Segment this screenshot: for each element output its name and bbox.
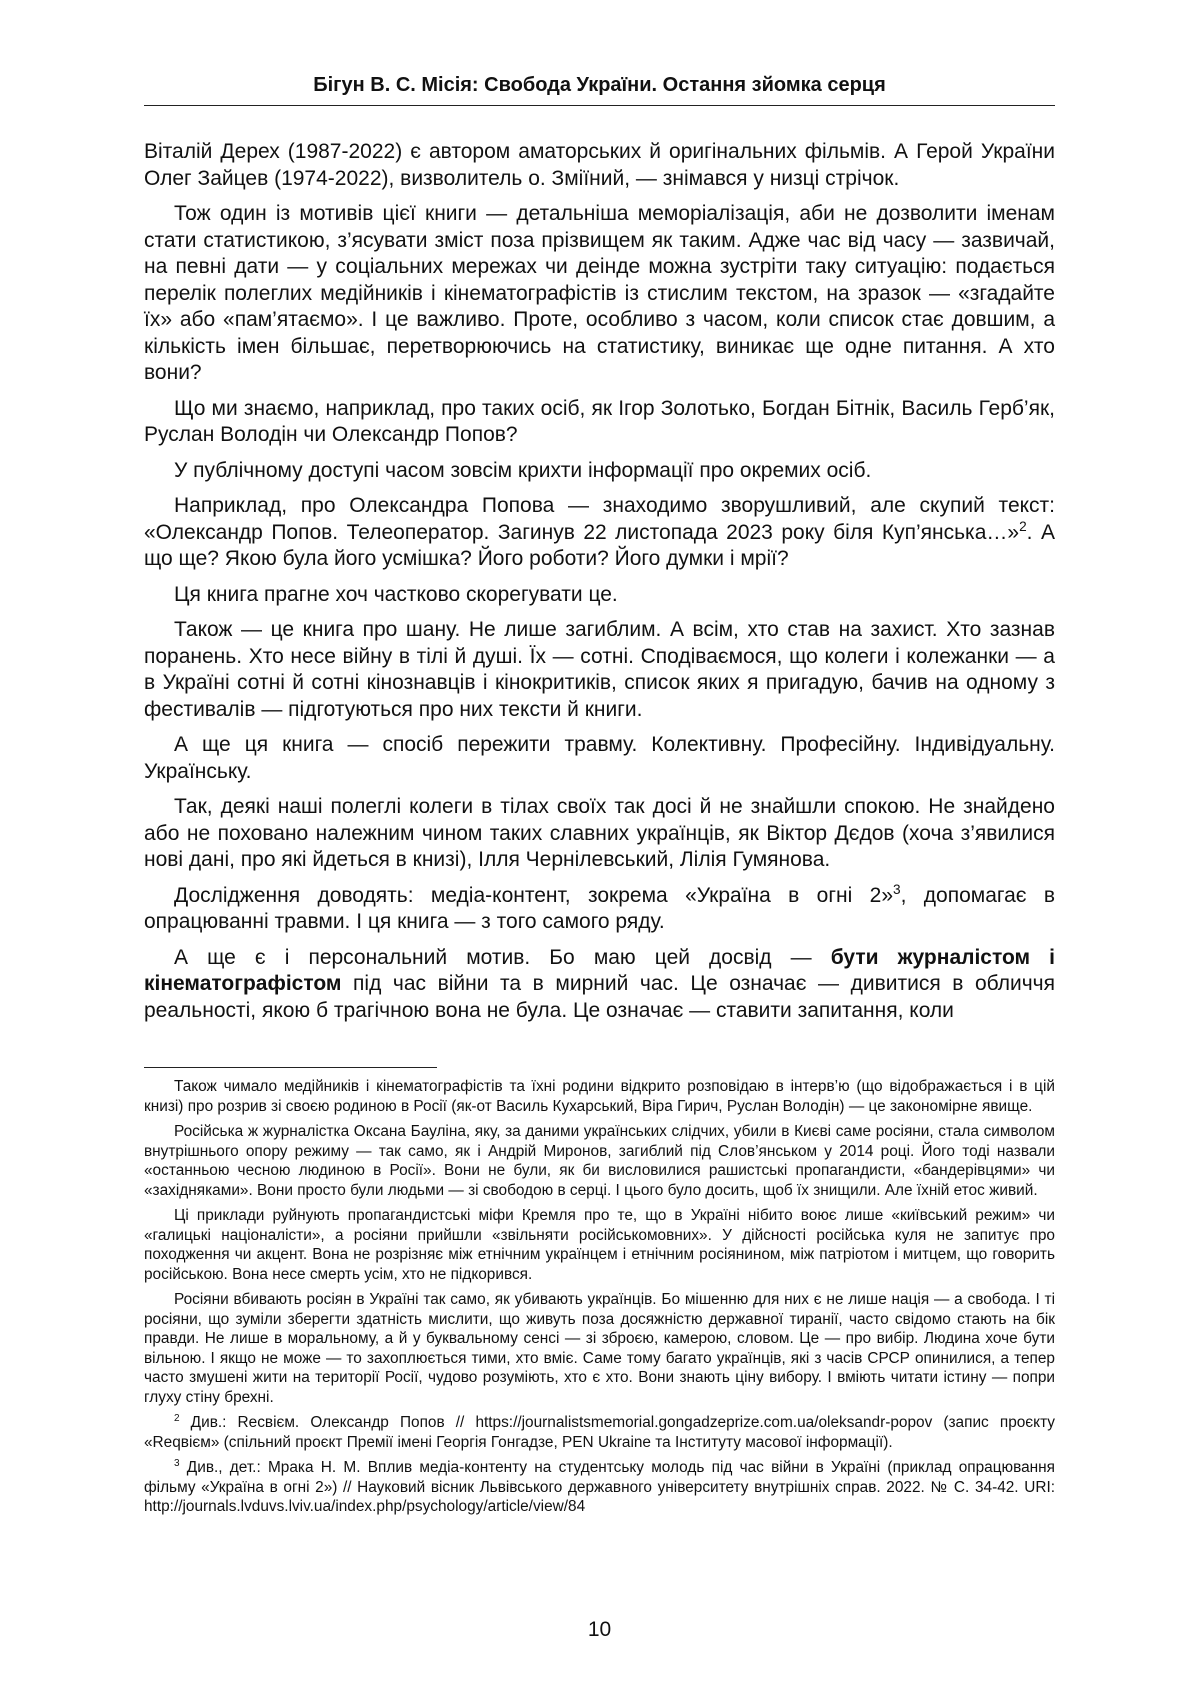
paragraph-2: Тож один із мотивів цієї книги — детальніша меморіалізація, аби не дозволити іменам стати статистикою, з’ясувати зміст поза прізвищем як таким. Адже час від часу — зазвичай, на певні дати — у соціальних мережах чи деінде можна зустріти таку ситуацію: подається перелік полеглих медійників і кінематографістів із стислим текстом, на зразок — «згадайте їх» або «пам’ятаємо». І це важливо. Проте, особливо з часом, коли список стає довшим, а кількість імен більшає, перетворюючись на статистику, виникає ще одне питання. А хто вони? <box>144 202 1055 384</box>
paragraph-11-emphasis: бути журналістом і кінематографістом <box>144 945 1055 995</box>
main-text <box>144 139 1055 1033</box>
paragraph-5-text-a: Наприклад, про Олександра Попова — знаходимо зворушливий, але скупий текст: «Олександр Попов. Телеоператор. Загинув 22 листопада 2023 року біля Куп’янська…» <box>144 494 1055 544</box>
paragraph-7: Також — це книга про шану. Не лише загиблим. А всім, хто став на захист. Хто зазнав поранень. Хто несе війну в тілі й душі. Їх — сотні. Сподіваємося, що колеги і колежанки — а в Україні сотні й сотні кінознавців і кінокритиків, список яких я пригадую, бачив на одному з фестивалів — підготуються про них тексти й книги. <box>144 618 1055 721</box>
paragraph-4: У публічному доступі часом зовсім крихти інформації про окремих осіб. <box>174 458 872 482</box>
paragraph-3: Що ми знаємо, наприклад, про таких осіб, як Ігор Золотько, Богдан Бітнік, Василь Герб’як, Руслан Володін чи Олександр Попов? <box>144 396 1055 446</box>
header-divider <box>144 105 1055 106</box>
paragraph-11 <box>144 945 1055 1025</box>
footnote-continuation-3: Ці приклади руйнують пропагандистські міфи Кремля про те, що в Україні нібито воює лише «київський режим» чи «галицькі націоналісти», а росіяни прийшли «звільняти російськомовних». У дійсності російська куля не запитує про походження чи акцент. Вона не розрізняє між етнічним українцем і етнічним росіянином, між патріотом і митцем, що говорить російською. Вона несе смерть усім, хто не підкорився. <box>144 1207 1055 1283</box>
paragraph-5 <box>144 493 1055 573</box>
paragraph-5-text-b: . А що ще? Якою була його усмішка? Його роботи? Його думки і мрії? <box>144 520 1055 570</box>
footnote-continuation-1: Також чимало медійників і кінематографістів та їхні родини відкрито розповідаю в інтерв’ю (що відображається і в цій книзі) про розрив зі своєю родиною в Росії (як-от Василь Кухарський, Віра Гирич, Руслан Володін) — це закономірне явище. <box>144 1078 1055 1115</box>
paragraph-1: Віталій Дерех (1987-2022) є автором аматорських й оригінальних фільмів. А Герой України Олег Зайцев (1974-2022), визволитель о. Зміїний, — знімався у низці стрічок. <box>144 140 1055 190</box>
footnote-divider <box>144 1067 437 1068</box>
paragraph-8: А ще ця книга — спосіб пережити травму. Колективну. Професійну. Індивідуальну. Українську. <box>144 733 1055 783</box>
footnote-ref-2[interactable]: 2 <box>1019 518 1027 534</box>
paragraph-10-text-b: , допомагає в опрацюванні травми. І ця книга — з того самого ряду. <box>144 883 1055 933</box>
footnote-ref-3[interactable]: 3 <box>893 881 901 897</box>
footnote-2-text: Див.: Recвієм. Олександр Попов // https://journalistsmemorial.gongadzeprize.com.ua/oleksandr-popov (запис проєкту «Reqвієм» (спільний проєкт Премії імені Георгія Гонгадзе, PEN Ukraine та Інституту масової інформації). <box>144 1414 1055 1451</box>
paragraph-10-text-a: Дослідження доводять: медіа-контент, зокрема «Україна в огні 2» <box>174 883 893 907</box>
footnote-2 <box>144 1413 1055 1452</box>
paragraph-9: Так, деякі наші полеглі колеги в тілах своїх так досі й не знайшли спокою. Не знайдено або не поховано належним чином таких славних українців, як Віктор Дєдов (хоча з’явилися нові дані, про які йдеться в книзі), Ілля Чернілевський, Лілія Гумянова. <box>144 795 1055 871</box>
footnote-continuation-4: Росіяни вбивають росіян в Україні так само, як убивають українців. Бо мішенню для них є не лише нація — а свобода. І ті росіяни, що зуміли зберегти здатність мислити, що живуть поза досяжністю державної тиранії, часто свідомо стають на бік правди. Не лише в моральному, а й у буквальному сенсі — зі зброєю, камерою, словом. Це — про вибір. Людина хоче бути вільною. І якщо не може — то захоплюється тими, хто вміє. Саме тому багато українців, які з часів СРСР опинилися, а тепер часто змушені жити на території Росії, чудово розуміють, хто є хто. Вони знають ціну вибору. І вміють читати істину — попри глуху стіну брехні. <box>144 1291 1055 1406</box>
footnote-3 <box>144 1458 1055 1517</box>
paragraph-11-text-a: А ще є і персональний мотив. Бо маю цей досвід — <box>174 945 831 969</box>
paragraph-6: Ця книга прагне хоч частково скорегувати це. <box>174 582 618 606</box>
paragraph-11-text-b: під час війни та в мирний час. Це означає — дивитися в обличчя реальності, якою б трагічною вона не була. Це означає — ставити запитання, коли <box>144 972 1055 1022</box>
paragraph-10 <box>144 883 1055 936</box>
footnote-continuation-2: Російська ж журналістка Оксана Бауліна, яку, за даними українських слідчих, убили в Києві саме росіяни, стала символом внутрішнього опору режиму — так само, як і Андрій Миронов, загиблий під Слов’янськом у 2014 році. Його тоді назвали «останньою чесною людиною в Росії». Вони не були, як би висловилися рашистські пропагандисти, «бандерівцями» чи «західняками». Вони просто були людьми — зі свободою в серці. І цього було досить, щоб їх знищили. Але їхній етос живий. <box>144 1123 1055 1199</box>
footnote-2-marker: 2 <box>174 1412 180 1424</box>
footnote-3-text: Див., дет.: Мрака Н. М. Вплив медіа-контенту на студентську молодь під час війни в Україні (приклад опрацювання фільму «Україна в огні 2») // Науковий вісник Львівського державного університету внутрішніх справ. 2022. № С. 34-42. URI: http://journals.lvduvs.lviv.ua/index.php/psychology/article/view/84 <box>144 1459 1055 1515</box>
footnotes <box>144 1077 1055 1523</box>
footnote-3-marker: 3 <box>174 1457 180 1469</box>
running-header: Бігун В. С. Місія: Свобода України. Остання зйомка серця <box>313 74 886 96</box>
page-number: 10 <box>587 1618 612 1641</box>
